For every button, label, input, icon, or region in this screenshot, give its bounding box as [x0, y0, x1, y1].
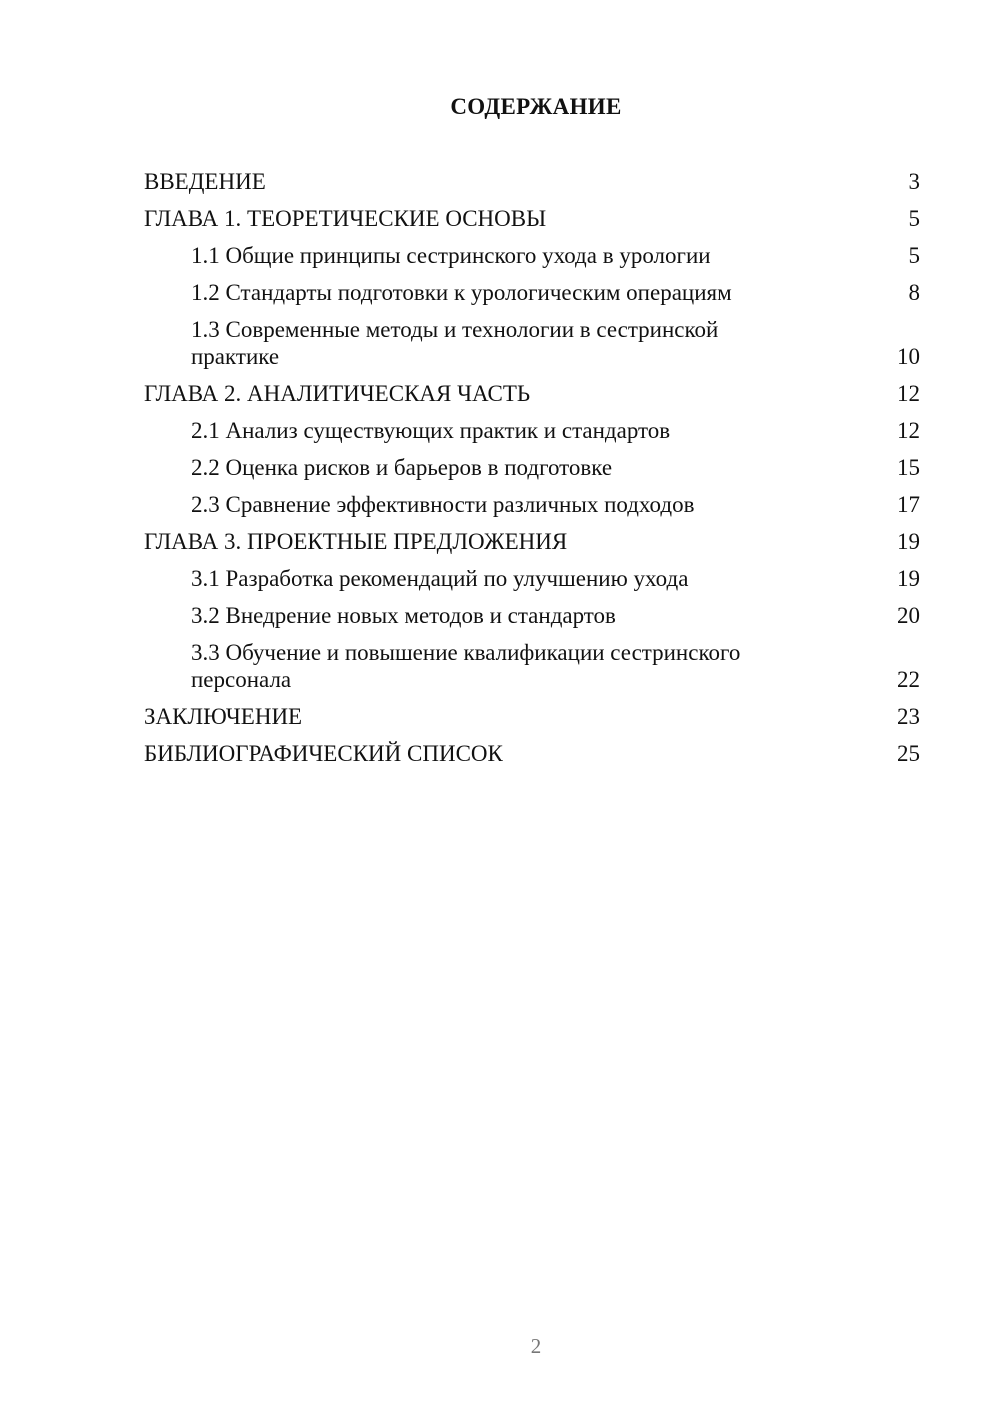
toc-entry[interactable]	[144, 242, 920, 269]
toc-entry-page: 19	[897, 529, 920, 554]
toc-entry-text: ГЛАВА 1. ТЕОРЕТИЧЕСКИЕ ОСНОВЫ	[144, 206, 547, 231]
toc-entry-text: 2.3 Сравнение эффективности различных подходов	[191, 492, 695, 517]
toc-entry[interactable]	[144, 602, 920, 629]
toc-entry-page: 12	[897, 381, 920, 406]
toc-entry-page: 22	[897, 667, 920, 692]
toc-entry[interactable]	[144, 740, 920, 767]
toc-entry-page: 10	[897, 344, 920, 369]
toc-entry-text: 2.2 Оценка рисков и барьеров в подготовке	[191, 455, 613, 480]
toc-entry-text: 3.3 Обучение и повышение квалификации сестринского персонала	[191, 640, 741, 692]
toc-entry-text: 2.1 Анализ существующих практик и стандартов	[191, 418, 671, 443]
toc-entry-page: 19	[897, 566, 920, 591]
toc-entry-text: 1.3 Современные методы и технологии в сестринской практике	[191, 317, 719, 369]
toc-entry-page: 5	[908, 206, 920, 231]
toc-entry[interactable]	[144, 528, 920, 555]
toc-entry-text: ВВЕДЕНИЕ	[144, 169, 266, 194]
toc-entry[interactable]	[144, 639, 920, 693]
toc-entry[interactable]	[144, 279, 920, 306]
page-title: СОДЕРЖАНИЕ	[450, 94, 622, 119]
toc-entry-text: 1.2 Стандарты подготовки к урологическим операциям	[191, 280, 732, 305]
toc-entry[interactable]	[144, 565, 920, 592]
toc-entry-text: БИБЛИОГРАФИЧЕСКИЙ СПИСОК	[144, 741, 503, 766]
toc-entry-page: 25	[897, 741, 920, 766]
toc-entry[interactable]	[144, 205, 920, 232]
toc-entry-text: 3.2 Внедрение новых методов и стандартов	[191, 603, 616, 628]
toc-entry-text: ГЛАВА 3. ПРОЕКТНЫЕ ПРЕДЛОЖЕНИЯ	[144, 529, 568, 554]
toc-entry-page: 5	[908, 243, 920, 268]
toc-entry-page: 23	[897, 704, 920, 729]
toc-entry[interactable]	[144, 168, 920, 195]
toc-entry[interactable]	[144, 454, 920, 481]
toc-entry-text: ЗАКЛЮЧЕНИЕ	[144, 704, 303, 729]
toc-entry-text: 3.1 Разработка рекомендаций по улучшению ухода	[191, 566, 689, 591]
toc-entry-page: 8	[908, 280, 920, 305]
toc-entry[interactable]	[144, 316, 920, 370]
page-number: 2	[530, 1334, 542, 1358]
toc-entry-page: 12	[897, 418, 920, 443]
toc-entry[interactable]	[144, 703, 920, 730]
toc-entry-page: 17	[897, 492, 920, 517]
toc-entry-page: 15	[897, 455, 920, 480]
toc-entry[interactable]	[144, 380, 920, 407]
toc-entry[interactable]	[144, 491, 920, 518]
toc-entry-text: 1.1 Общие принципы сестринского ухода в урологии	[191, 243, 711, 268]
toc-entry-page: 3	[908, 169, 920, 194]
toc-entry-text: ГЛАВА 2. АНАЛИТИЧЕСКАЯ ЧАСТЬ	[144, 381, 531, 406]
toc-entry-page: 20	[897, 603, 920, 628]
toc-entry[interactable]	[144, 417, 920, 444]
table-of-contents	[144, 168, 920, 777]
